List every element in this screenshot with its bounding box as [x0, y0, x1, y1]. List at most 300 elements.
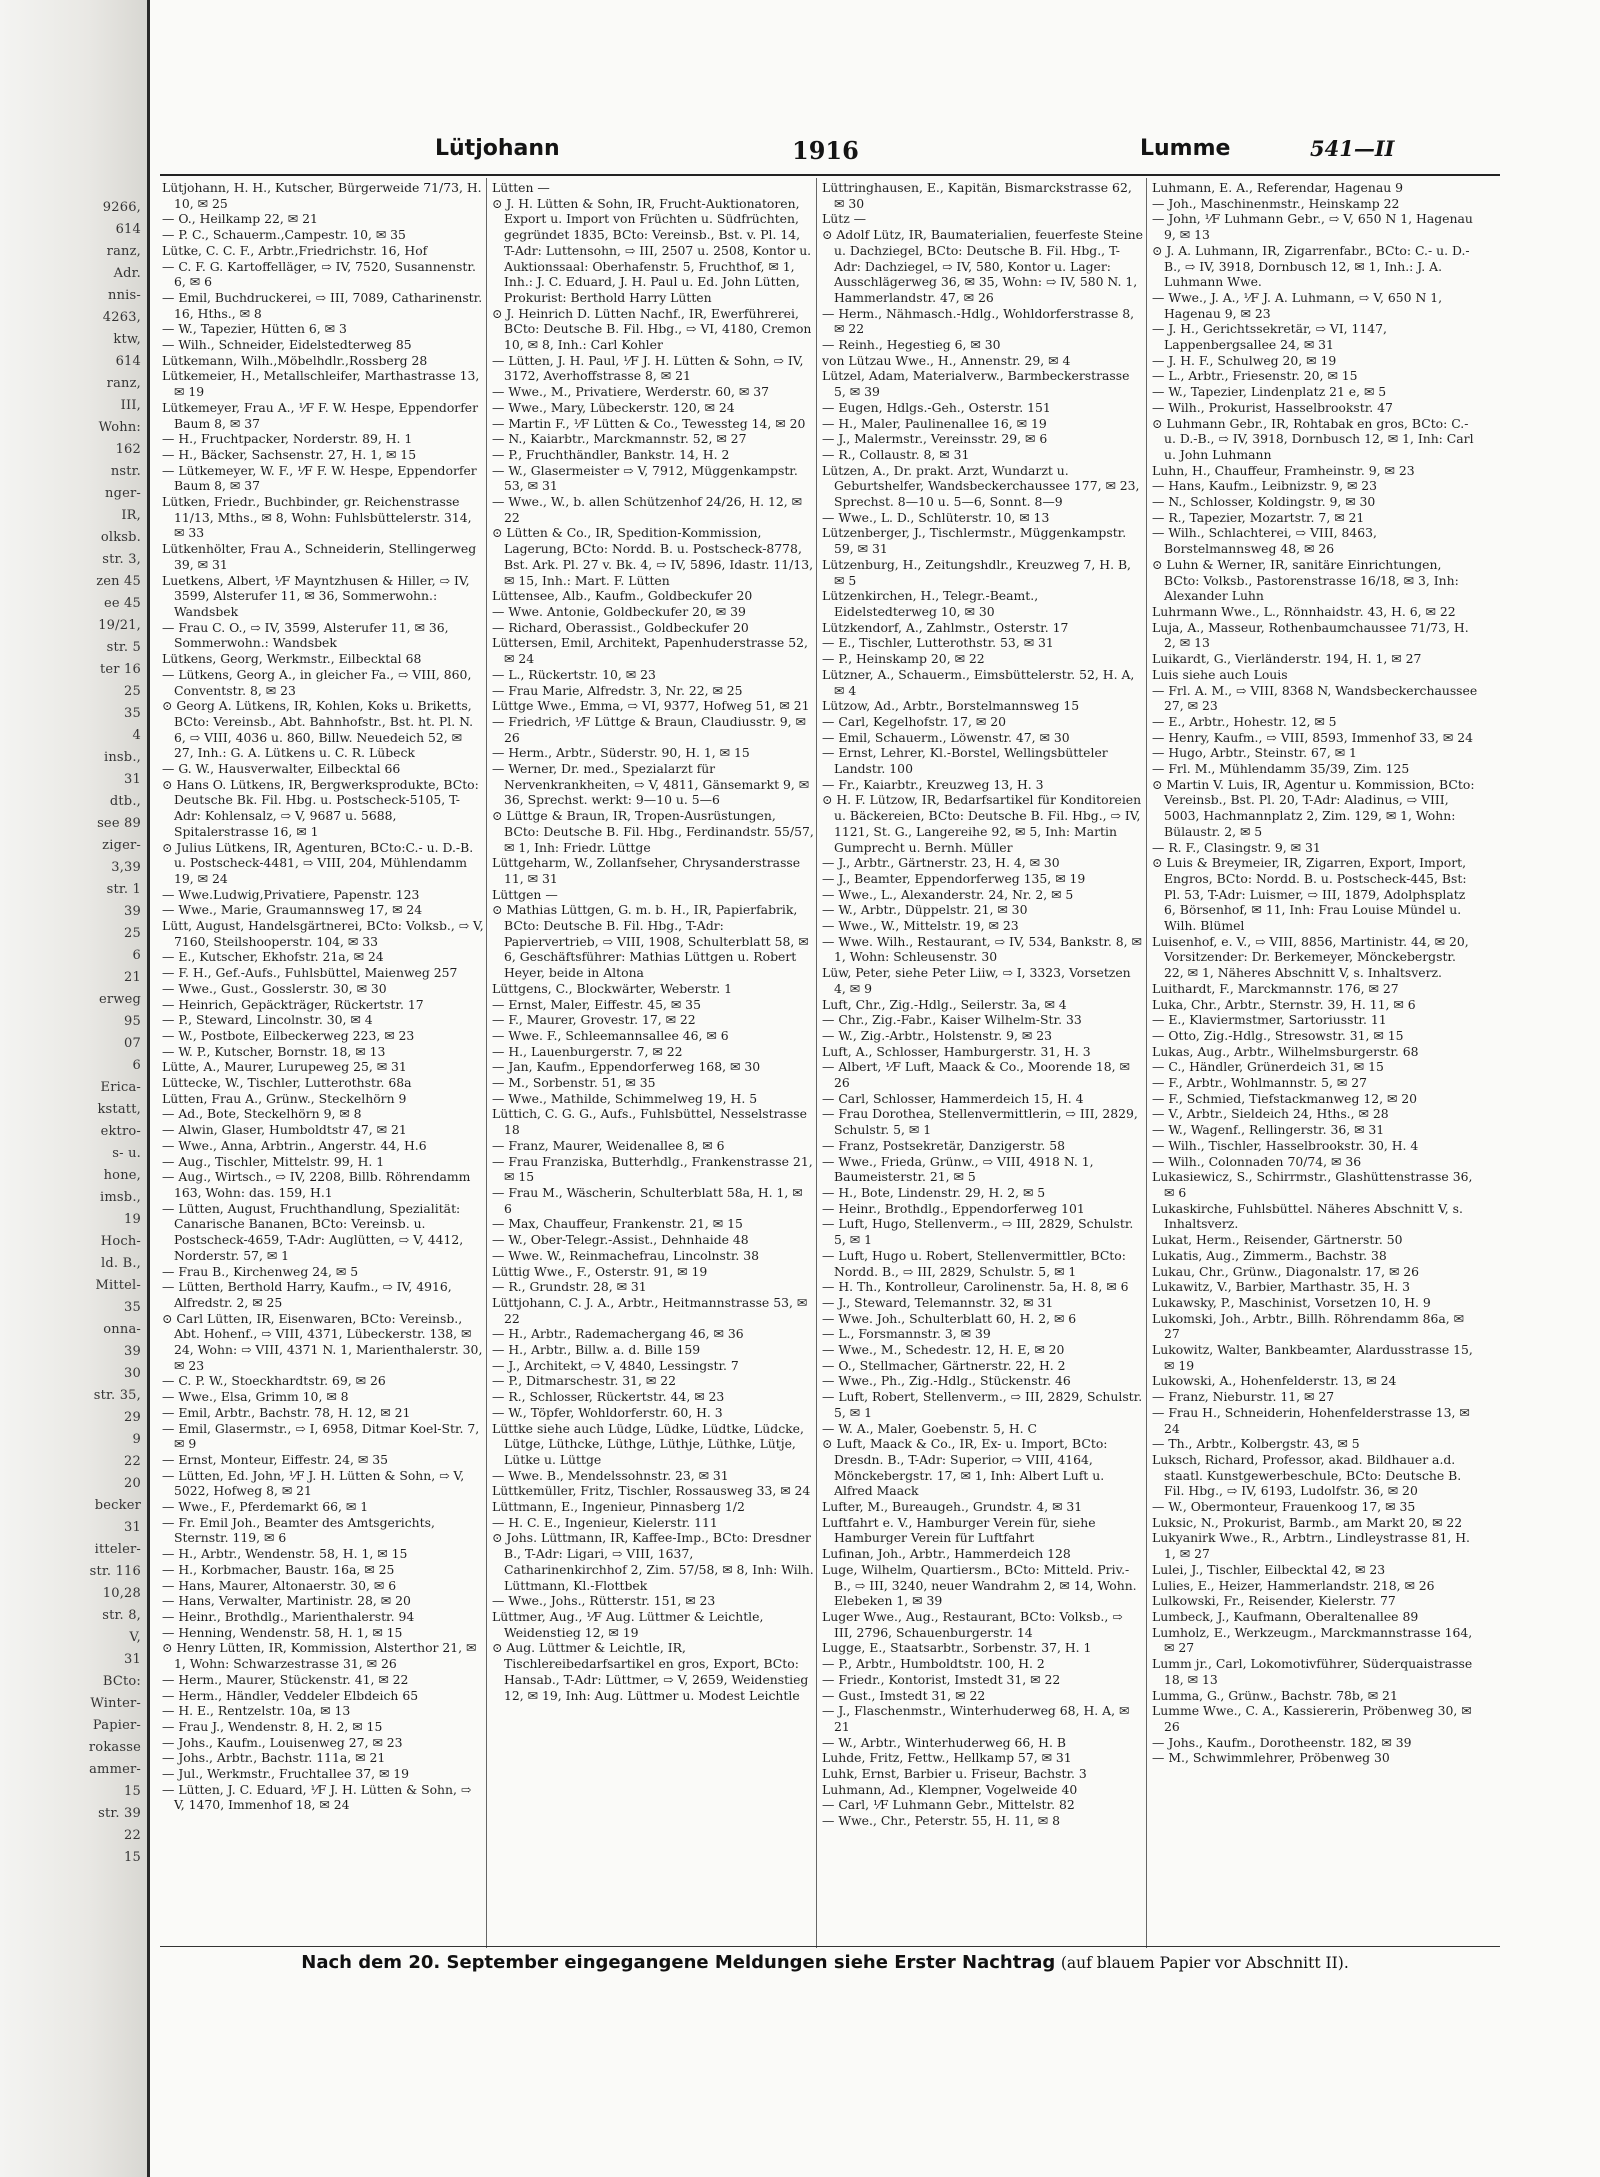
gutter-fragment: 6	[132, 948, 141, 963]
directory-entry: — W. P., Kutscher, Bornstr. 18, ✉ 13	[162, 1043, 386, 1059]
directory-entry: — L., Arbtr., Friesenstr. 20, ✉ 15	[1152, 368, 1358, 384]
directory-entry: — Frau M., Wäscherin, Schulterblatt 58a, H. 1, ✉ 6	[492, 1185, 803, 1216]
gutter-fragment: 614	[115, 354, 141, 369]
directory-entry: — Henning, Wendenstr. 58, H. 1, ✉ 15	[162, 1624, 403, 1640]
gutter-fragment: str. 39	[98, 1806, 141, 1821]
gutter-fragment: Wohn:	[98, 420, 141, 435]
gutter-fragment: V,	[129, 1630, 141, 1645]
directory-entry: Lützkendorf, A., Zahlmstr., Osterstr. 17	[822, 619, 1069, 635]
directory-entry: — Carl, Kegelhofstr. 17, ✉ 20	[822, 713, 1006, 729]
directory-entry: — Wilh., Colonnaden 70/74, ✉ 36	[1152, 1153, 1362, 1169]
directory-entry: — Wilh., Tischler, Hasselbrookstr. 30, H. 4	[1152, 1137, 1419, 1153]
directory-entry: von Lützau Wwe., H., Annenstr. 29, ✉ 4	[822, 352, 1071, 368]
directory-entry: Lüttmer, Aug., ⅟F Aug. Lüttmer & Leichtle, Weidenstieg 12, ✉ 19	[492, 1608, 764, 1640]
directory-entry: — Frau H., Schneiderin, Hohenfelderstrasse 13, ✉ 24	[1152, 1404, 1470, 1436]
gutter-fragment: 31	[124, 772, 141, 787]
directory-entry: — Eugen, Hdlgs.-Geh., Osterstr. 151	[822, 399, 1051, 415]
directory-entry: — N., Kaiarbtr., Marckmannstr. 52, ✉ 27	[492, 431, 747, 447]
directory-entry: — V., Arbtr., Sieldeich 24, Hths., ✉ 28	[1152, 1106, 1389, 1122]
directory-entry: Lukyanirk Wwe., R., Arbtrn., Lindleystrasse 81, H. 1, ✉ 27	[1152, 1530, 1470, 1562]
gutter-fragment: 9	[132, 1432, 141, 1447]
directory-entry: — Luft, Hugo u. Robert, Stellenvermittler, BCto: Nordd. B., ⇨ III, 2829, Schulstr. 5, ✉ 1	[822, 1247, 1126, 1279]
directory-entry: — Wwe., L., Alexanderstr. 24, Nr. 2, ✉ 5	[822, 886, 1074, 902]
directory-entry: — H. Th., Kontrolleur, Carolinenstr. 5a, H. 8, ✉ 6	[822, 1279, 1129, 1295]
gutter-fragment: 35	[124, 706, 141, 721]
directory-entry: — C. F. G. Kartoffelläger, ⇨ IV, 7520, Susannenstr. 6, ✉ 6	[162, 258, 476, 290]
directory-entry: Luhde, Fritz, Fettw., Hellkamp 57, ✉ 31	[822, 1750, 1072, 1766]
directory-entry: — H., Bäcker, Sachsenstr. 27, H. 1, ✉ 15	[162, 446, 417, 462]
header-last-name: Lumme	[1140, 136, 1231, 161]
gutter-fragment: ranz,	[106, 376, 141, 391]
directory-entry: Lütjohann, H. H., Kutscher, Bürgerweide 71/73, H. 10, ✉ 25	[162, 180, 482, 211]
directory-entry: — Wwe., Chr., Peterstr. 55, H. 11, ✉ 8	[822, 1813, 1060, 1829]
directory-entry: — Wwe., M., Privatiere, Werderstr. 60, ✉ 37	[492, 384, 770, 400]
directory-entry: — Luft, Hugo, Stellenverm., ⇨ III, 2829, Schulstr. 5, ✉ 1	[822, 1216, 1134, 1248]
gutter-fragment: erweg	[98, 992, 141, 1007]
directory-entry: — Heinrich, Gepäckträger, Rückertstr. 17	[162, 996, 424, 1012]
directory-entry: — Wwe., Mary, Lübeckerstr. 120, ✉ 24	[492, 399, 735, 415]
directory-entry: ⊙ Aug. Lüttmer & Leichtle, IR, Tischlereibedarfsartikel en gros, Export, BCto: Hansab., T-Adr: Lüttmer, ⇨ V, 2659, Weidenstieg 12, ✉ 19, Inh: Aug. Lüttmer u. Modest Leichtle	[492, 1640, 809, 1703]
directory-entry: Lumholz, E., Werkzeugm., Marckmannstrasse 164, ✉ 27	[1152, 1624, 1473, 1656]
directory-entry: Lütken, Friedr., Buchbinder, gr. Reichenstrasse 11/13, Mths., ✉ 8, Wohn: Fuhlsbüttelerstr. 314, ✉ 33	[162, 494, 472, 541]
directory-entry: Luetkens, Albert, ⅟F Mayntzhusen & Hiller, ⇨ IV, 3599, Alsterufer 11, ✉ 36, Sommerwohn.: Wandsbek	[162, 572, 470, 619]
gutter-fragment: hone,	[103, 1168, 141, 1183]
directory-entry: Lütte, A., Maurer, Lurupeweg 25, ✉ 31	[162, 1059, 407, 1075]
directory-entry: — P., Heinskamp 20, ✉ 22	[822, 651, 985, 667]
directory-entry: — C., Händler, Grünerdeich 31, ✉ 15	[1152, 1059, 1384, 1075]
gutter-fragment: 15	[124, 1850, 141, 1865]
gutter-fragment: 30	[124, 1366, 141, 1381]
directory-entry: — Emil, Schauerm., Löwenstr. 47, ✉ 30	[822, 729, 1070, 745]
directory-entry: — Wwe., F., Pferdemarkt 66, ✉ 1	[162, 1499, 369, 1515]
directory-entry: — W., Tapezier, Hütten 6, ✉ 3	[162, 321, 347, 337]
gutter-fragment: ammer-	[89, 1762, 141, 1777]
directory-entry: — Chr., Zig.-Fabr., Kaiser Wilhelm-Str. 33	[822, 1012, 1082, 1028]
gutter-fragment: dtb.,	[109, 794, 141, 809]
directory-entry: Lützen, A., Dr. prakt. Arzt, Wundarzt u. Geburtshelfer, Wandsbeckerchaussee 177, ✉ 23, Sprechst. 8—10 u. 5—6, Sonnt. 8—9	[822, 462, 1140, 510]
directory-entry: — Wwe., L. D., Schlüterstr. 10, ✉ 13	[822, 509, 1050, 525]
directory-entry: — Fr. Emil Joh., Beamter des Amtsgerichts, Sternstr. 119, ✉ 6	[162, 1514, 435, 1546]
footer-main-text: Nach dem 20. September eingegangene Meldungen siehe Erster Nachtrag	[301, 1952, 1056, 1973]
directory-entry: — Wwe., Marie, Graumannsweg 17, ✉ 24	[162, 902, 423, 918]
gutter-fragment: imsb.,	[100, 1190, 141, 1205]
directory-entry: — H., Fruchtpacker, Norderstr. 89, H. 1	[162, 431, 413, 447]
directory-entry: — Wwe., W., Mittelstr. 19, ✉ 23	[822, 918, 1019, 934]
footer-note: (auf blauem Papier vor Abschnitt II).	[1060, 1954, 1349, 1972]
directory-entry: Lukawsky, P., Maschinist, Vorsetzen 10, H. 9	[1152, 1294, 1431, 1310]
directory-entry: — Wwe., Johs., Rütterstr. 151, ✉ 23	[492, 1593, 716, 1609]
directory-entry: — Carl, ⅟F Luhmann Gebr., Mittelstr. 82	[822, 1797, 1075, 1813]
directory-entry: — Hans, Verwalter, Martinistr. 28, ✉ 20	[162, 1593, 411, 1609]
directory-entry: Lütkemann, Wilh.,Möbelhdlr.,Rossberg 28	[162, 352, 428, 368]
directory-entry: Lukawitz, V., Barbier, Marthastr. 35, H. 3	[1152, 1279, 1411, 1295]
directory-entry: ⊙ Luhmann Gebr., IR, Rohtabak en gros, BCto: C.- u. D.-B., ⇨ IV, 3918, Dornbusch 12, ✉ 1, Inh: Carl u. John Luhmann	[1152, 415, 1474, 462]
directory-entry: — John, ⅟F Luhmann Gebr., ⇨ V, 650 N 1, Hagenau 9, ✉ 13	[1152, 211, 1473, 243]
gutter-fragment: str. 5	[106, 640, 141, 655]
directory-entry: — W. A., Maler, Goebenstr. 5, H. C	[822, 1420, 1037, 1436]
directory-entry: Lüttensee, Alb., Kaufm., Goldbeckufer 20	[492, 588, 753, 604]
directory-entry: Lukowski, A., Hohenfelderstr. 13, ✉ 24	[1152, 1373, 1397, 1389]
directory-entry: — Wwe., M., Schedestr. 12, H. E, ✉ 20	[822, 1342, 1065, 1358]
directory-entry: Luja, A., Masseur, Rothenbaumchaussee 71/73, H. 2, ✉ 13	[1152, 619, 1469, 651]
directory-entry: — Lütten, J. H. Paul, ⅟F J. H. Lütten & Sohn, ⇨ IV, 3172, Averhoffstrasse 8, ✉ 21	[492, 352, 804, 384]
directory-entry: Lukat, Herm., Reisender, Gärtnerstr. 50	[1152, 1232, 1403, 1248]
directory-entry: Luis siehe auch Louis	[1152, 666, 1288, 682]
directory-entry: — H., Arbtr., Rademachergang 46, ✉ 36	[492, 1326, 744, 1342]
directory-entry: — Joh., Maschinenmstr., Heinskamp 22	[1152, 195, 1400, 211]
gutter-fragment: 162	[115, 442, 141, 457]
gutter-fragment: insb.,	[104, 750, 141, 765]
directory-entry: ⊙ Lüttge & Braun, IR, Tropen-Ausrüstungen, BCto: Deutsche B. Fil. Hbg., Ferdinandstr. 55/57, ✉ 1, Inh: Friedr. Lüttge	[492, 808, 814, 855]
directory-entry: Lützner, A., Schauerm., Eimsbüttelerstr. 52, H. A, ✉ 4	[822, 666, 1135, 698]
directory-entry: Lütkenhölter, Frau A., Schneiderin, Stellingerweg 39, ✉ 31	[162, 541, 477, 572]
directory-entry: Luft, A., Schlosser, Hamburgerstr. 31, H. 3	[822, 1043, 1091, 1059]
directory-entry: — Max, Chauffeur, Frankenstr. 21, ✉ 15	[492, 1216, 743, 1232]
gutter-fragment: 3,39	[111, 860, 141, 875]
directory-entry: — Wwe. Joh., Schulterblatt 60, H. 2, ✉ 6	[822, 1310, 1077, 1326]
directory-entry: — Emil, Arbtr., Bachstr. 78, H. 12, ✉ 21	[162, 1404, 411, 1420]
gutter-fragment: olksb.	[100, 530, 141, 545]
directory-entry: — Wilh., Schlachterei, ⇨ VIII, 8463, Borstelmannsweg 48, ✉ 26	[1152, 525, 1377, 557]
directory-entry: ⊙ Julius Lütkens, IR, Agenturen, BCto:C.- u. D.-B. u. Postscheck-4481, ⇨ VIII, 204, Mühlendamm 19, ✉ 24	[162, 839, 474, 886]
directory-entry: — W., Tapezier, Lindenplatz 21 e, ✉ 5	[1152, 384, 1387, 400]
directory-entry: Lütkemeier, H., Metallschleifer, Marthastrasse 13, ✉ 19	[162, 368, 480, 400]
directory-entry: Lüttringhausen, E., Kapitän, Bismarckstrasse 62, ✉ 30	[822, 180, 1132, 211]
gutter-fragment: becker	[94, 1498, 141, 1513]
directory-entry: — R., Collaustr. 8, ✉ 31	[822, 446, 970, 462]
directory-entry: ⊙ Adolf Lütz, IR, Baumaterialien, feuerfeste Steine u. Dachziegel, BCto: Deutsche B. Fil. Hbg., T-Adr: Dachziegel, ⇨ IV, 580, Kontor u. Lager: Ausschlägerweg 36, ✉ 35, Wohn: ⇨ IV, 580 N. 1, Hammerlandstr. 47, ✉ 26	[822, 227, 1143, 305]
directory-entry: — Herm., Maurer, Stückenstr. 41, ✉ 22	[162, 1671, 409, 1687]
directory-entry: — R., Grundstr. 28, ✉ 31	[492, 1279, 647, 1295]
directory-entry: ⊙ J. Heinrich D. Lütten Nachf., IR, Ewerführerei, BCto: Deutsche B. Fil. Hbg., ⇨ VI, 4180, Cremon 10, ✉ 8, Inh.: Carl Kohler	[492, 305, 812, 353]
directory-entry: ⊙ Georg A. Lütkens, IR, Kohlen, Koks u. Briketts, BCto: Vereinsb., Abt. Bahnhofstr., Bst. ht. Pl. N. 6, ⇨ VIII, 4036 u. 860, Billw. Neuedeich 52, ✉ 27, Inh.: G. A. Lütkens u. C. R. Lübeck	[162, 698, 474, 761]
directory-entry: ⊙ J. H. Lütten & Sohn, IR, Frucht-Auktionatoren, Export u. Import von Früchten u. Südfrüchten, gegründet 1835, BCto: Vereinsb., Bst. v. Pl. 14, T-Adr: Luttensohn, ⇨ III, 2507 u. 2508, Kontor u. Auktionssaal: Oberhafenstr. 5, Fruchthof, ✉ 1, Inh.: J. C. Eduard, J. H. Paul u. Ed. John Lütten, Prokurist: Berthold Harry Lütten	[492, 195, 812, 305]
directory-entry: — P., Fruchthändler, Bankstr. 14, H. 2	[492, 446, 730, 462]
column-3	[822, 180, 1144, 1944]
directory-entry: — J., Steward, Telemannstr. 32, ✉ 31	[822, 1294, 1054, 1310]
gutter-fragment: ektro-	[100, 1124, 141, 1139]
column-divider	[1146, 178, 1147, 1948]
column-1	[162, 180, 484, 1944]
gutter-fragment: BCto:	[102, 1674, 141, 1689]
directory-entry: — E., Tischler, Lutterothstr. 53, ✉ 31	[822, 635, 1054, 651]
directory-entry: — Herm., Arbtr., Süderstr. 90, H. 1, ✉ 15	[492, 745, 750, 761]
gutter-fragment: str. 3,	[102, 552, 141, 567]
directory-entry: — W., Obermonteur, Frauenkoog 17, ✉ 35	[1152, 1499, 1416, 1515]
directory-entry: — Wwe., J. A., ⅟F J. A. Luhmann, ⇨ V, 650 N 1, Hagenau 9, ✉ 23	[1152, 289, 1443, 321]
directory-entry: Lukaskirche, Fuhlsbüttel. Näheres Abschnitt V, s. Inhaltsverz.	[1152, 1200, 1463, 1232]
directory-entry: Luhk, Ernst, Barbier u. Friseur, Bachstr. 3	[822, 1766, 1087, 1782]
gutter-fragment: see 89	[97, 816, 141, 831]
directory-entry: — Wwe., Gust., Gosslerstr. 30, ✉ 30	[162, 980, 387, 996]
directory-entry: — Ernst, Monteur, Eiffestr. 24, ✉ 35	[162, 1451, 389, 1467]
gutter-fragment: 31	[124, 1652, 141, 1667]
directory-entry: — Reinh., Hegestieg 6, ✉ 30	[822, 337, 1001, 353]
gutter-fragment: 15	[124, 1784, 141, 1799]
gutter-fragment: 22	[124, 1454, 141, 1469]
directory-entry: ⊙ J. A. Luhmann, IR, Zigarrenfabr., BCto: C.- u. D.-B., ⇨ IV, 3918, Dornbusch 12, ✉ 1, Inh.: J. A. Luhmann Wwe.	[1152, 242, 1470, 290]
directory-entry: — W., Zig.-Arbtr., Holstenstr. 9, ✉ 23	[822, 1027, 1053, 1043]
directory-entry: — P., Ditmarschestr. 31, ✉ 22	[492, 1373, 677, 1389]
directory-entry: — R., Schlosser, Rückertstr. 44, ✉ 23	[492, 1389, 725, 1405]
directory-entry: — Lütten, J. C. Eduard, ⅟F J. H. Lütten & Sohn, ⇨ V, 1470, Immenhof 18, ✉ 24	[162, 1781, 472, 1813]
directory-entry: — Johs., Arbtr., Bachstr. 111a, ✉ 21	[162, 1750, 386, 1766]
directory-entry: — Friedr., Kontorist, Imstedt 31, ✉ 22	[822, 1671, 1061, 1687]
directory-entry: — Aug., Wirtsch., ⇨ IV, 2208, Billb. Röhrendamm 163, Wohn: das. 159, H.1	[162, 1169, 471, 1200]
gutter-fragment: 4263,	[102, 310, 141, 325]
gutter-fragment: ter 16	[99, 662, 141, 677]
directory-entry: — W., Ober-Telegr.-Assist., Dehnhaide 48	[492, 1232, 749, 1248]
directory-entry: — Heinr., Brothdlg., Eppendorferweg 101	[822, 1200, 1085, 1216]
directory-entry: — Lütten, Berthold Harry, Kaufm., ⇨ IV, 4916, Alfredstr. 2, ✉ 25	[162, 1279, 452, 1310]
gutter-fragment: ld. B.,	[101, 1256, 141, 1271]
directory-entry: — Wwe., Mathilde, Schimmelweg 19, H. 5	[492, 1090, 758, 1106]
directory-entry: — H., Korbmacher, Baustr. 16a, ✉ 25	[162, 1561, 395, 1577]
directory-entry: Lüttig Wwe., F., Osterstr. 91, ✉ 19	[492, 1263, 708, 1279]
directory-entry: ⊙ Luft, Maack & Co., IR, Ex- u. Import, BCto: Dresdn. B., T-Adr: Superior, ⇨ VIII, 4164, Mönckebergstr. 17, ✉ 1, Inh: Albert Luft u. Alfred Maack	[822, 1436, 1108, 1499]
directory-entry: ⊙ Luhn & Werner, IR, sanitäre Einrichtungen, BCto: Volksb., Pastorenstrasse 16/18, ✉ 3, Inh: Alexander Luhn	[1152, 556, 1459, 604]
directory-entry: — Lütkens, Georg A., in gleicher Fa., ⇨ VIII, 860, Conventstr. 8, ✉ 23	[162, 666, 472, 698]
directory-entry: — F., Arbtr., Wohlmannstr. 5, ✉ 27	[1152, 1075, 1367, 1091]
directory-entry: — Wwe. W., Reinmachefrau, Lincolnstr. 38	[492, 1247, 760, 1263]
directory-entry: — Th., Arbtr., Kolbergstr. 43, ✉ 5	[1152, 1436, 1360, 1452]
directory-entry: — Wwe. Antonie, Goldbeckufer 20, ✉ 39	[492, 603, 746, 619]
directory-entry: — Emil, Buchdruckerei, ⇨ III, 7089, Catharinenstr. 16, Hths., ✉ 8	[162, 289, 483, 321]
directory-entry: Lumm jr., Carl, Lokomotivführer, Süderquaistrasse 18, ✉ 13	[1152, 1656, 1473, 1687]
directory-entry: Lulei, J., Tischler, Eilbecktal 42, ✉ 23	[1152, 1561, 1386, 1577]
directory-entry: — Wwe., Elsa, Grimm 10, ✉ 8	[162, 1389, 349, 1405]
directory-entry: — M., Schwimmlehrer, Pröbenweg 30	[1152, 1750, 1390, 1766]
footer-notice	[150, 1952, 1500, 1973]
directory-entry: — Luft, Robert, Stellenverm., ⇨ III, 2829, Schulstr. 5, ✉ 1	[822, 1389, 1143, 1420]
directory-entry: — J. H. F., Schulweg 20, ✉ 19	[1152, 352, 1337, 368]
gutter-fragment: 39	[124, 904, 141, 919]
directory-entry: ⊙ Henry Lütten, IR, Kommission, Alsterthor 21, ✉ 1, Wohn: Schwarzestrasse 31, ✉ 26	[162, 1640, 477, 1672]
directory-entry: Lützenburg, H., Zeitungshdlr., Kreuzweg 7, H. B, ✉ 5	[822, 556, 1131, 588]
column-divider	[816, 178, 817, 1948]
directory-entry: — Frau Dorothea, Stellenvermittlerin, ⇨ III, 2829, Schulstr. 5, ✉ 1	[822, 1106, 1138, 1138]
directory-entry: Lütten —	[492, 180, 550, 195]
gutter-fragment: 29	[124, 1410, 141, 1425]
directory-entry: — C. P. W., Stoeckhardtstr. 69, ✉ 26	[162, 1373, 386, 1389]
directory-entry: — Alwin, Glaser, Humboldtstr 47, ✉ 21	[162, 1122, 407, 1138]
directory-entry: Lütkemeyer, Frau A., ⅟F F. W. Hespe, Eppendorfer Baum 8, ✉ 37	[162, 399, 479, 431]
directory-entry: — J., Arbtr., Gärtnerstr. 23, H. 4, ✉ 30	[822, 855, 1060, 871]
directory-entry: Luft, Chr., Zig.-Hdlg., Seilerstr. 3a, ✉ 4	[822, 996, 1067, 1012]
directory-entry: — Albert, ⅟F Luft, Maack & Co., Moorende 18, ✉ 26	[822, 1059, 1130, 1091]
directory-entry: Luftfahrt e. V., Hamburger Verein für, siehe Hamburger Verein für Luftfahrt	[822, 1514, 1096, 1546]
column-2	[492, 180, 814, 1944]
directory-entry: — Werner, Dr. med., Spezialarzt für Nervenkrankheiten, ⇨ V, 4811, Gänsemarkt 9, ✉ 36, Sprechst. werkt: 9—10 u. 5—6	[492, 761, 810, 808]
gutter-fragment: 19/21,	[98, 618, 141, 633]
directory-entry: — Friedrich, ⅟F Lüttge & Braun, Claudiusstr. 9, ✉ 26	[492, 713, 806, 745]
directory-entry: — Wilh., Prokurist, Hasselbrookstr. 47	[1152, 399, 1393, 415]
directory-entry: Lüttgen —	[492, 886, 558, 902]
directory-entry: — E., Klaviermstmer, Sartoriusstr. 11	[1152, 1012, 1387, 1028]
directory-entry: Luger Wwe., Aug., Restaurant, BCto: Volksb., ⇨ III, 2796, Schauenburgerstr. 14	[822, 1608, 1123, 1640]
directory-entry: — Jul., Werkmstr., Fruchtallee 37, ✉ 19	[162, 1766, 410, 1782]
column-divider	[486, 178, 487, 1948]
column-4	[1152, 180, 1478, 1944]
directory-entry: — Aug., Tischler, Mittelstr. 99, H. 1	[162, 1153, 385, 1169]
directory-entry: Lukau, Chr., Grünw., Diagonalstr. 17, ✉ 26	[1152, 1263, 1420, 1279]
directory-entry: — P., Arbtr., Humboldtstr. 100, H. 2	[822, 1656, 1045, 1672]
gutter-fragment: Hoch-	[100, 1234, 141, 1249]
directory-entry: Lukatis, Aug., Zimmerm., Bachstr. 38	[1152, 1247, 1387, 1263]
gutter-fragment: ee 45	[103, 596, 141, 611]
gutter-fragment: zen 45	[96, 574, 141, 589]
directory-entry: — Otto, Zig.-Hdlg., Stresowstr. 31, ✉ 15	[1152, 1027, 1404, 1043]
gutter-fragment: 19	[124, 1212, 141, 1227]
directory-entry: Lulkowski, Fr., Reisender, Kielerstr. 77	[1152, 1593, 1396, 1609]
directory-entry: Luisenhof, e. V., ⇨ VIII, 8856, Martinistr. 44, ✉ 20, Vorsitzender: Dr. Berkemeyer, Mönckebergstr. 22, ✉ 1, Näheres Abschnitt V, s. Inhaltsverz.	[1152, 933, 1469, 981]
directory-entry: Lützel, Adam, Materialverw., Barmbeckerstrasse 5, ✉ 39	[822, 368, 1130, 400]
directory-entry: — H., Lauenburgerstr. 7, ✉ 22	[492, 1043, 683, 1059]
directory-entry: — R., Tapezier, Mozartstr. 7, ✉ 21	[1152, 509, 1365, 525]
gutter-fragment: str. 8,	[102, 1608, 141, 1623]
directory-entry: Luge, Wilhelm, Quartiersm., BCto: Mitteld. Priv.-B., ⇨ III, 3240, neuer Wandrahm 2, ✉ 14, Wohn. Elebeken 1, ✉ 39	[822, 1561, 1137, 1609]
directory-entry: Lüttke siehe auch Lüdge, Lüdke, Lüdtke, Lüdcke, Lütge, Lüthcke, Lüthge, Lüthje, Lüthke, Lütje, Lütke u. Lüttge	[492, 1420, 804, 1467]
directory-entry: ⊙ Luis & Breymeier, IR, Zigarren, Export, Import, Engros, BCto: Nordd. B. u. Postscheck-445, Bst: Pl. 53, T-Adr: Luismer, ⇨ III, 1879, Adolphsplatz 6, Börsenhof, ✉ 11, Inh: Frau Louise Mündel u. Wilh. Blümel	[1152, 855, 1467, 934]
directory-entry: Luithardt, F., Marckmannstr. 176, ✉ 27	[1152, 980, 1399, 996]
directory-entry: — Herm., Händler, Veddeler Elbdeich 65	[162, 1687, 419, 1703]
directory-entry: — Fr., Kaiarbtr., Kreuzweg 13, H. 3	[822, 776, 1044, 792]
directory-entry: Lufter, M., Bureaugeh., Grundstr. 4, ✉ 31	[822, 1499, 1083, 1515]
directory-entry: Lukowitz, Walter, Bankbeamter, Alardusstrasse 15, ✉ 19	[1152, 1342, 1473, 1373]
header-year: 1916	[792, 136, 859, 165]
directory-entry: — J., Architekt, ⇨ V, 4840, Lessingstr. 7	[492, 1357, 739, 1373]
gutter-fragment: 9266,	[102, 200, 141, 215]
directory-entry: — L., Rückertstr. 10, ✉ 23	[492, 666, 656, 682]
directory-entry: — Frau J., Wendenstr. 8, H. 2, ✉ 15	[162, 1718, 383, 1734]
directory-entry: — Frau C. O., ⇨ IV, 3599, Alsterufer 11, ✉ 36, Sommerwohn.: Wandsbek	[162, 619, 449, 651]
directory-entry: — Johs., Kaufm., Louisenweg 27, ✉ 23	[162, 1734, 403, 1750]
directory-entry: — H. C. E., Ingenieur, Kielerstr. 111	[492, 1514, 718, 1530]
gutter-fragment: 95	[124, 1014, 141, 1029]
gutter-fragment: kstatt,	[97, 1102, 141, 1117]
directory-entry: Lukas, Aug., Arbtr., Wilhelmsburgerstr. 68	[1152, 1043, 1419, 1059]
directory-entry: Lüttkemüller, Fritz, Tischler, Rossausweg 33, ✉ 24	[492, 1483, 811, 1499]
directory-entry: — Frau B., Kirchenweg 24, ✉ 5	[162, 1263, 359, 1279]
directory-entry: — Heinr., Brothdlg., Marienthalerstr. 94	[162, 1608, 415, 1624]
header-rule	[160, 174, 1500, 176]
directory-entry: ⊙ Mathias Lüttgen, G. m. b. H., IR, Papierfabrik, BCto: Deutsche B. Fil. Hbg., T-Adr: Papiervertrieb, ⇨ VIII, 1908, Schulterblatt 58, ✉ 6, Geschäftsführer: Mathias Lüttgen u. Robert Heyer, beide in Altona	[492, 902, 809, 981]
directory-entry: — Franz, Nieburstr. 11, ✉ 27	[1152, 1389, 1335, 1405]
directory-entry: Lütten, Frau A., Grünw., Steckelhörn 9	[162, 1090, 407, 1106]
directory-entry: Lütke, C. C. F., Arbtr.,Friedrichstr. 16, Hof	[162, 242, 428, 258]
gutter-fragment: Adr.	[113, 266, 141, 281]
directory-entry: Lütkens, Georg, Werkmstr., Eilbecktal 68	[162, 651, 422, 667]
directory-entry: ⊙ Hans O. Lütkens, IR, Bergwerksprodukte, BCto: Deutsche Bk. Fil. Hbg. u. Postscheck-5105, T-Adr: Kohlensalz, ⇨ V, 9687 u. 5688, Spitalerstrasse 16, ✉ 1	[162, 776, 479, 839]
directory-entry: — Hans, Maurer, Altonaerstr. 30, ✉ 6	[162, 1577, 397, 1593]
directory-entry: — Lütten, Ed. John, ⅟F J. H. Lütten & Sohn, ⇨ V, 5022, Hofweg 8, ✉ 21	[162, 1467, 465, 1499]
gutter-fragment: ziger-	[102, 838, 141, 853]
directory-entry: Lützenkirchen, H., Telegr.-Beamt., Eidelstedterweg 10, ✉ 30	[822, 588, 1039, 619]
directory-entry: — N., Schlosser, Koldingstr. 9, ✉ 30	[1152, 494, 1376, 510]
directory-entry: — Wwe., Ph., Zig.-Hdlg., Stückenstr. 46	[822, 1373, 1071, 1389]
previous-page-edge	[0, 0, 150, 2177]
gutter-fragment: Papier-	[92, 1718, 141, 1733]
directory-entry: ⊙ Lütten & Co., IR, Spedition-Kommission, Lagerung, BCto: Nordd. B. u. Postscheck-8778, Bst. Ark. Pl. 27 v. Bk. 4, ⇨ IV, 5896, Idastr. 11/13, ✉ 15, Inh.: Mart. F. Lütten	[492, 525, 814, 588]
gutter-fragment: Mittel-	[95, 1278, 141, 1293]
directory-entry: — W., Arbtr., Winterhuderweg 66, H. B	[822, 1734, 1066, 1750]
directory-entry: — J., Flaschenmstr., Winterhuderweg 68, H. A, ✉ 21	[822, 1703, 1130, 1734]
directory-entry: — F., Schmied, Tiefstackmanweg 12, ✉ 20	[1152, 1090, 1418, 1106]
directory-entry: Lütt, August, Handelsgärtnerei, BCto: Volksb., ⇨ V, 7160, Steilshooperstr. 104, ✉ 33	[162, 918, 484, 949]
directory-entry: Lulies, E., Heizer, Hammerlandstr. 218, ✉ 26	[1152, 1577, 1435, 1593]
gutter-fragment: itteler-	[94, 1542, 141, 1557]
gutter-fragment: 21	[124, 970, 141, 985]
directory-entry: ⊙ H. F. Lützow, IR, Bedarfsartikel für Konditoreien u. Bäckereien, BCto: Deutsche B. Fil. Hbg., ⇨ IV, 1121, St. G., Langereihe 92, ✉ 5, Inh: Martin Gumprecht u. Bernh. Müller	[822, 792, 1142, 855]
directory-entry: — Wwe. F., Schleemannsallee 46, ✉ 6	[492, 1027, 729, 1043]
directory-entry: — L., Forsmannstr. 3, ✉ 39	[822, 1326, 991, 1342]
directory-entry: — O., Stellmacher, Gärtnerstr. 22, H. 2	[822, 1357, 1066, 1373]
gutter-fragment: nger-	[105, 486, 141, 501]
directory-entry: — Wwe., Anna, Arbtrin., Angerstr. 44, H.6	[162, 1137, 427, 1153]
directory-entry: — W., Postbote, Eilbeckerweg 223, ✉ 23	[162, 1027, 415, 1043]
directory-entry: — H., Arbtr., Wendenstr. 58, H. 1, ✉ 15	[162, 1546, 408, 1562]
running-header	[150, 136, 1600, 170]
gutter-fragment: 22	[124, 1828, 141, 1843]
directory-entry: — Herm., Nähmasch.-Hdlg., Wohldorferstrasse 8, ✉ 22	[822, 305, 1135, 337]
gutter-fragment: str. 1	[106, 882, 141, 897]
directory-page	[150, 0, 1600, 2177]
directory-entry: — H., Maler, Paulinenallee 16, ✉ 19	[822, 415, 1047, 431]
directory-entry: — H. E., Rentzelstr. 10a, ✉ 13	[162, 1703, 351, 1719]
directory-entry: Lüttecke, W., Tischler, Lutterothstr. 68a	[162, 1075, 412, 1091]
page-number: 541—II	[1310, 136, 1395, 161]
directory-entry: — R. F., Clasingstr. 9, ✉ 31	[1152, 839, 1321, 855]
directory-entry: — F. H., Gef.-Aufs., Fuhlsbüttel, Maienweg 257	[162, 965, 458, 981]
gutter-fragment: nstr.	[110, 464, 141, 479]
directory-entry: Luhmann, E. A., Referendar, Hagenau 9	[1152, 180, 1404, 195]
directory-entry: ⊙ Johs. Lüttmann, IR, Kaffee-Imp., BCto: Dresdner B., T-Adr: Ligari, ⇨ VIII, 1637, Catharinenkirchhof 2, Zim. 57/58, ✉ 8, Inh: Wilh. Lüttmann, Kl.-Flottbek	[492, 1530, 814, 1593]
directory-entry: — Martin F., ⅟F Lütten & Co., Tewessteg 14, ✉ 20	[492, 415, 806, 431]
directory-entry: — Wwe., Frieda, Grünw., ⇨ VIII, 4918 N. 1, Baumeisterstr. 21, ✉ 5	[822, 1153, 1094, 1185]
directory-entry: — P. C., Schauerm.,Campestr. 10, ✉ 35	[162, 227, 406, 243]
gutter-fragment: 25	[124, 926, 141, 941]
gutter-fragment: Erica-	[100, 1080, 141, 1095]
directory-entry: Lugge, E., Staatsarbtr., Sorbenstr. 37, H. 1	[822, 1640, 1092, 1656]
directory-entry: — H., Arbtr., Billw. a. d. Bille 159	[492, 1342, 701, 1358]
directory-entry: Luhmann, Ad., Klempner, Vogelweide 40	[822, 1781, 1078, 1797]
directory-entry: — Wwe. B., Mendelssohnstr. 23, ✉ 31	[492, 1467, 729, 1483]
directory-entry: Lumme Wwe., C. A., Kassiererin, Pröbenweg 30, ✉ 26	[1152, 1703, 1472, 1734]
directory-entry: Luka, Chr., Arbtr., Sternstr. 39, H. 11, ✉ 6	[1152, 996, 1416, 1012]
directory-entry: Lüttgeharm, W., Zollanfseher, Chrysanderstrasse 11, ✉ 31	[492, 855, 801, 886]
gutter-fragment: 07	[124, 1036, 141, 1051]
directory-entry: Lüw, Peter, siehe Peter Liiw, ⇨ I, 3323, Vorsetzen 4, ✉ 9	[822, 965, 1131, 996]
gutter-fragment: 39	[124, 1344, 141, 1359]
directory-entry: — W., Glasermeister ⇨ V, 7912, Müggenkampstr. 53, ✉ 31	[492, 462, 798, 494]
directory-entry: Lüttmann, E., Ingenieur, Pinnasberg 1/2	[492, 1499, 745, 1515]
directory-entry: — O., Heilkamp 22, ✉ 21	[162, 211, 318, 227]
directory-entry: Lufinan, Joh., Arbtr., Hammerdeich 128	[822, 1546, 1071, 1562]
gutter-fragment: 4	[132, 728, 141, 743]
directory-entry: — Frl. A. M., ⇨ VIII, 8368 N, Wandsbeckerchaussee 27, ✉ 23	[1152, 682, 1478, 714]
directory-entry: — Frau Marie, Alfredstr. 3, Nr. 22, ✉ 25	[492, 682, 743, 698]
directory-entry: — Hans, Kaufm., Leibnizstr. 9, ✉ 23	[1152, 478, 1378, 494]
gutter-fragment: onna-	[103, 1322, 141, 1337]
directory-entry: — W., Arbtr., Düppelstr. 21, ✉ 30	[822, 902, 1028, 918]
directory-entry: — Frl. M., Mühlendamm 35/39, Zim. 125	[1152, 761, 1410, 777]
directory-entry: — J. H., Gerichtssekretär, ⇨ VI, 1147, Lappenbergsallee 24, ✉ 31	[1152, 321, 1387, 353]
directory-entry: — W., Töpfer, Wohldorferstr. 60, H. 3	[492, 1404, 723, 1420]
gutter-fragment: 614	[115, 222, 141, 237]
gutter-fragment: ktw,	[113, 332, 141, 347]
directory-entry: — Gust., Imstedt 31, ✉ 22	[822, 1687, 986, 1703]
directory-entry: — J., Malermstr., Vereinsstr. 29, ✉ 6	[822, 431, 1048, 447]
